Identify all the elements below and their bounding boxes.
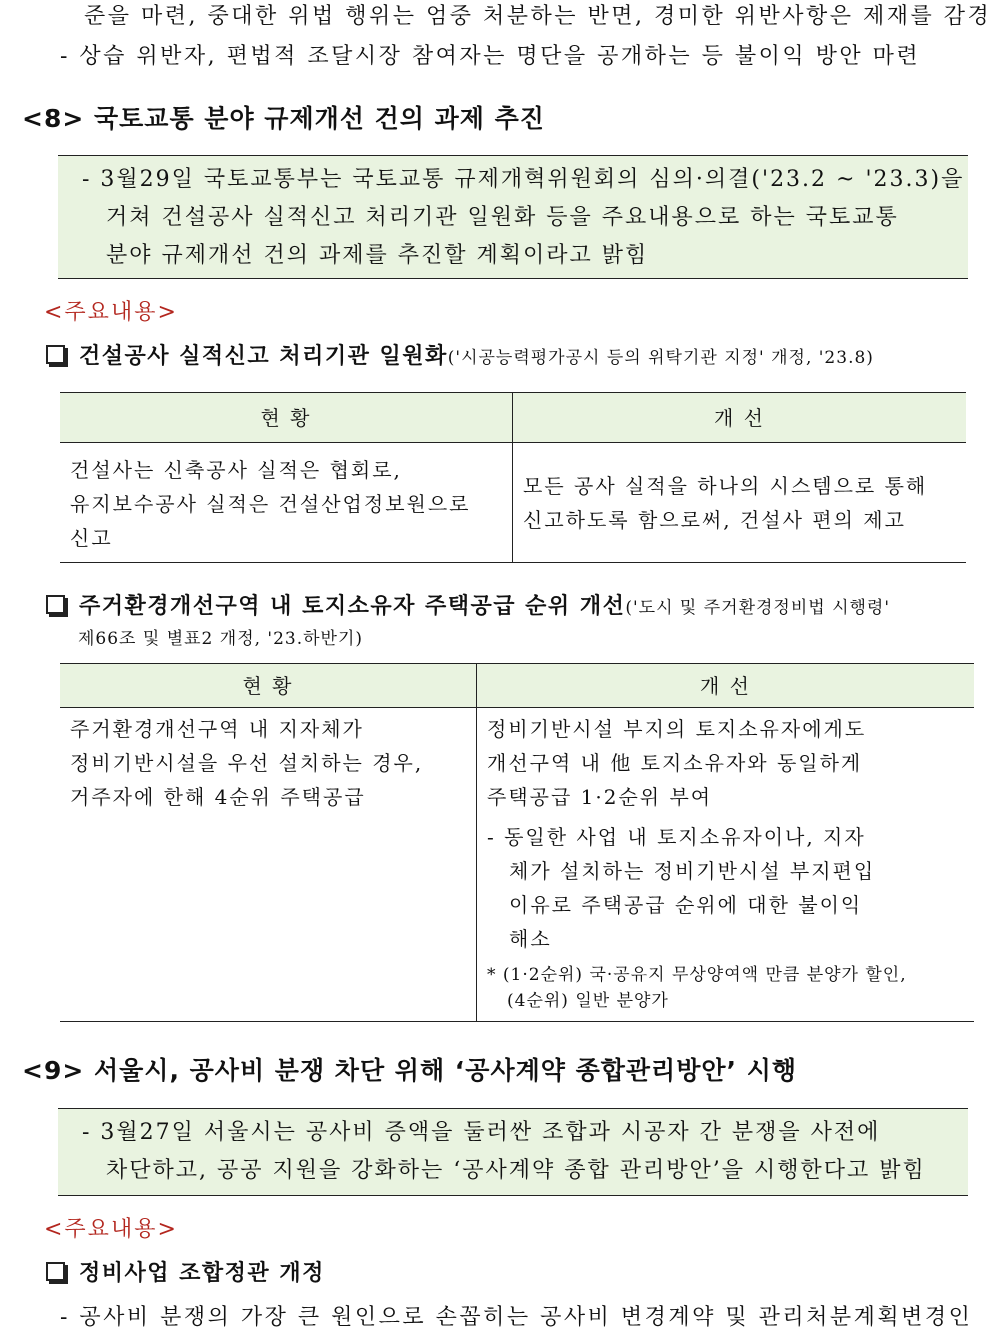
checkbox-bullet-icon	[46, 1262, 65, 1281]
subsection-title	[46, 592, 890, 623]
summary-box	[58, 155, 968, 279]
subsection-title-text: 주거환경개선구역 내 토지소유자 주택공급 순위 개선	[79, 594, 626, 619]
body-text-line: 준을 마련, 중대한 위법 행위는 엄중 처분하는 반면, 경미한 위반사항은 제재를 감경	[84, 4, 992, 29]
cell-line: 신고	[70, 526, 113, 550]
comparison-table	[60, 663, 974, 1022]
subsection-title-text: 정비사업 조합정관 개정	[79, 1261, 325, 1286]
body-text-line: - 공사비 분쟁의 가장 큰 원인으로 손꼽히는 공사비 변경계약 및 관리처분계획변경인	[60, 1305, 973, 1330]
cell-line: 거주자에 한해 4순위 주택공급	[70, 785, 366, 809]
table-header-improve: 개 선	[513, 393, 967, 443]
cell-line: 주택공급 1·2순위 부여	[487, 785, 713, 809]
cell-line: 유지보수공사 실적은 건설산업정보원으로	[70, 492, 471, 516]
cell-line: 해소	[509, 927, 552, 951]
cell-line: (4순위) 일반 분양가	[507, 991, 669, 1011]
subsection-title	[46, 342, 874, 373]
cell-line: 모든 공사 실적을 하나의 시스템으로 통해	[523, 473, 928, 498]
checkbox-bullet-icon	[46, 345, 65, 364]
cell-line: 정비기반시설을 우선 설치하는 경우,	[70, 751, 424, 775]
cell-line: 이유로 주택공급 순위에 대한 불이익	[509, 893, 863, 917]
subsection-note: ('시공능력평가공시 등의 위탁기관 지정' 개정, '23.8)	[447, 348, 874, 368]
summary-line: - 3월29일 국토교통부는 국토교통 규제개혁위원회의 심의·의결('23.2 ~ '23.3)을	[82, 167, 965, 192]
cell-line: 신고하도록 함으로써, 건설사 편의 제고	[523, 507, 906, 532]
summary-line: 분야 규제개선 건의 과제를 추진할 계획이라고 밝힘	[106, 243, 649, 268]
section-heading: <9> 서울시, 공사비 분쟁 차단 위해 ‘공사계약 종합관리방안’ 시행	[22, 1056, 798, 1085]
cell-line: 건설사는 신축공사 실적은 협회로,	[70, 458, 402, 482]
subsection-title	[46, 1259, 325, 1290]
cell-line: 체가 설치하는 정비기반시설 부지편입	[509, 859, 876, 883]
table-header-current: 현 황	[60, 664, 477, 708]
table-header-improve: 개 선	[477, 664, 975, 708]
cell-line: - 동일한 사업 내 토지소유자이나, 지자	[487, 825, 866, 849]
table-cell-current	[60, 443, 513, 563]
summary-line: 차단하고, 공공 지원을 강화하는 ‘공사계약 종합 관리방안’을 시행한다고 밝힘	[106, 1158, 926, 1183]
main-content-label: <주요내용>	[44, 1217, 178, 1242]
subsection-note: ('도시 및 주거환경정비법 시행령'	[625, 598, 891, 618]
summary-box	[58, 1108, 968, 1196]
subsection-note: 제66조 및 별표2 개정, '23.하반기)	[78, 629, 364, 649]
subsection-title-text: 건설공사 실적신고 처리기관 일원화	[79, 344, 448, 369]
summary-line: 거쳐 건설공사 실적신고 처리기관 일원화 등을 주요내용으로 하는 국토교통	[106, 205, 899, 230]
cell-line: 주거환경개선구역 내 지자체가	[70, 717, 364, 741]
body-text-line: - 상습 위반자, 편법적 조달시장 참여자는 명단을 공개하는 등 불이익 방안 마련	[60, 44, 921, 69]
improve-sub-list	[487, 820, 964, 956]
table-cell-improve	[513, 443, 967, 563]
checkbox-bullet-icon	[46, 595, 65, 614]
table-cell-improve	[477, 708, 975, 1022]
table-header-current: 현 황	[60, 393, 513, 443]
table-cell-current	[60, 708, 477, 1022]
main-content-label: <주요내용>	[44, 300, 178, 325]
comparison-table	[60, 392, 966, 563]
cell-line: 정비기반시설 부지의 토지소유자에게도	[487, 717, 867, 741]
cell-line: 개선구역 내 他 토지소유자와 동일하게	[487, 751, 863, 775]
improve-note	[487, 962, 964, 1014]
summary-line: - 3월27일 서울시는 공사비 증액을 둘러싼 조합과 시공자 간 분쟁을 사전에	[82, 1120, 881, 1145]
cell-line: * (1·2순위) 국·공유지 무상양여액 만큼 분양가 할인,	[487, 965, 907, 985]
section-heading: <8> 국토교통 분야 규제개선 건의 과제 추진	[22, 104, 545, 133]
